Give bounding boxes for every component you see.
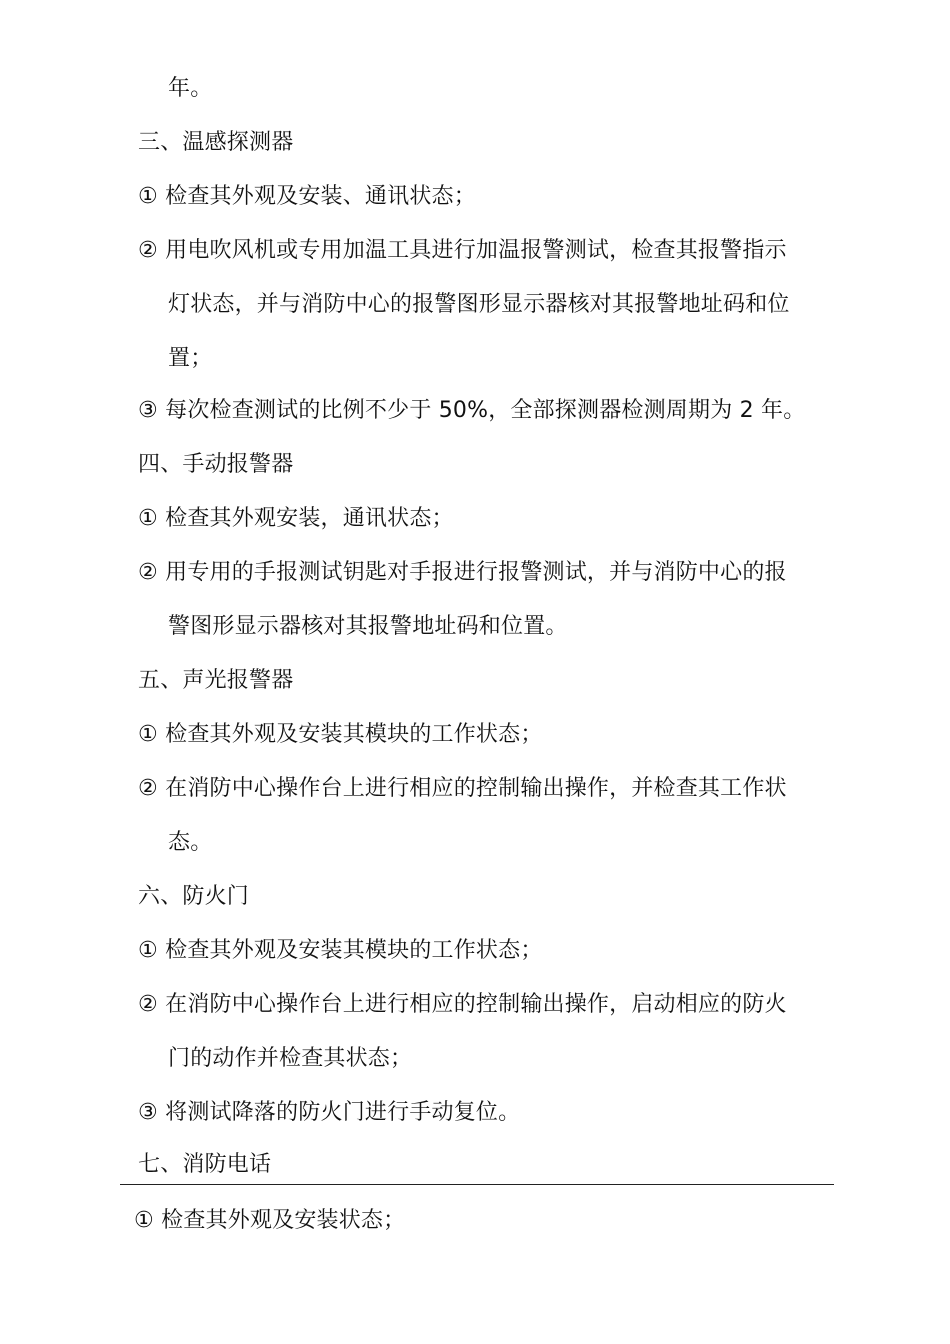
divider-line	[120, 1184, 834, 1185]
list-item: ③ 每次检查测试的比例不少于 50%，全部探测器检测周期为 2 年。	[138, 398, 806, 423]
section-heading-fire-telephone: 七、消防电话	[138, 1152, 272, 1177]
list-item: ① 检查其外观及安装其模块的工作状态；	[138, 722, 543, 747]
section-heading-sound-light-alarm: 五、声光报警器	[138, 668, 294, 693]
section-heading-manual-alarm: 四、手动报警器	[138, 452, 294, 477]
section-heading-heat-detector: 三、温感探测器	[138, 130, 294, 155]
list-item: ① 检查其外观安装，通讯状态；	[138, 506, 454, 531]
list-item-continuation: 门的动作并检查其状态；	[168, 1046, 413, 1071]
list-item: ② 用专用的手报测试钥匙对手报进行报警测试，并与消防中心的报	[138, 560, 787, 585]
list-item: ② 在消防中心操作台上进行相应的控制输出操作，并检查其工作状	[138, 776, 787, 801]
list-item: ① 检查其外观及安装其模块的工作状态；	[138, 938, 543, 963]
list-item: ② 用电吹风机或专用加温工具进行加温报警测试，检查其报警指示	[138, 238, 787, 263]
list-item-continuation: 态。	[168, 830, 213, 855]
list-item: ② 在消防中心操作台上进行相应的控制输出操作，启动相应的防火	[138, 992, 787, 1017]
line-continuation: 年。	[168, 76, 213, 101]
list-item-continuation: 警图形显示器核对其报警地址码和位置。	[168, 614, 568, 639]
list-item: ① 检查其外观及安装状态；	[134, 1208, 406, 1233]
section-heading-fire-door: 六、防火门	[138, 884, 250, 909]
list-item: ③ 将测试降落的防火门进行手动复位。	[138, 1100, 521, 1125]
list-item: ① 检查其外观及安装、通讯状态；	[138, 184, 476, 209]
list-item-continuation: 置；	[168, 346, 213, 371]
list-item-continuation: 灯状态，并与消防中心的报警图形显示器核对其报警地址码和位	[168, 292, 790, 317]
